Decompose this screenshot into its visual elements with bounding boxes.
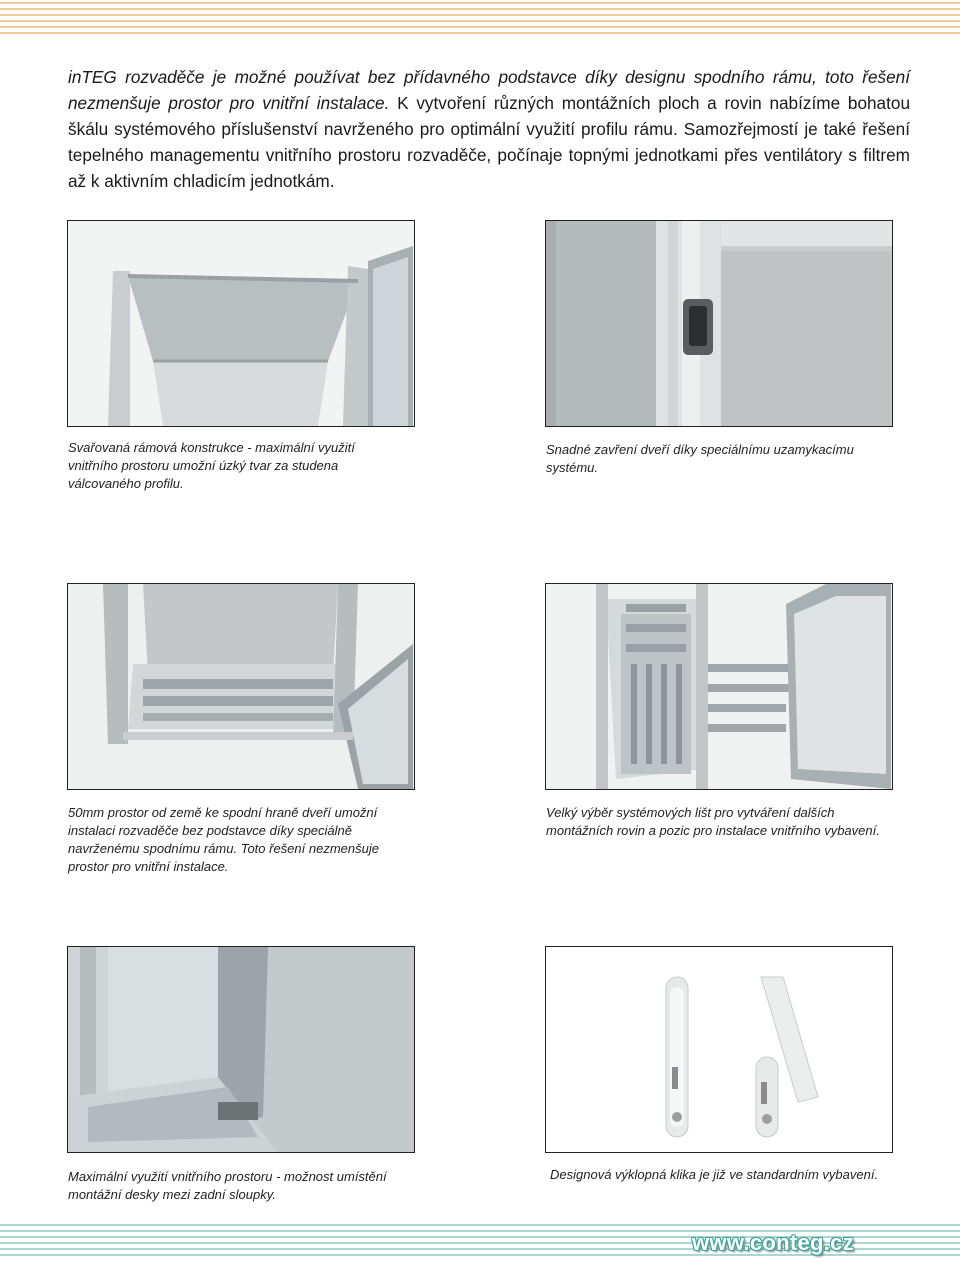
- caption-system-rails: Velký výběr systémových lišt pro vytváření dalších montážních rovin a pozic pro instalace vnitřního vybavení.: [546, 805, 880, 838]
- photo-locking-system: [545, 220, 893, 427]
- caption-welded-frame: Svařovaná rámová konstrukce - maximální využití vnitřního prostoru umožní úzký tvar za studena válcovaného profilu.: [68, 440, 355, 491]
- caption-bottom-frame: 50mm prostor od země ke spodní hraně dveří umožní instalaci rozvaděče bez podstavce díky speciálně navrženému spodnímu rámu. Toto řešení nezmenšuje prostor pro vnitřní instalace.: [68, 805, 379, 874]
- intro-normal-text: K vytvoření různých montážních ploch a rovin nabízíme bohatou škálu systémového příslušenství navrženého pro optimální využití profilu rámu. Samozřejmostí je také řešení tepelného managementu vnitřního prostoru rozvaděče, počínaje topnými jednotkami přes ventilátory s filtrem až k aktivním chladicím jednotkám.: [68, 93, 911, 191]
- intro-paragraph: [68, 64, 910, 194]
- website-link[interactable]: www.conteg.cz: [692, 1230, 854, 1255]
- top-decorative-stripes: [0, 0, 960, 40]
- photo-mounting-plate: [67, 946, 415, 1153]
- caption-swing-handle: Designová výklopná klika je již ve standardním vybavení.: [550, 1167, 879, 1182]
- caption-mounting-plate: Maximální využití vnitřního prostoru - možnost umístění montážní desky mezi zadní sloupky.: [68, 1169, 387, 1202]
- intro-italic-text: inTEG rozvaděče je možné používat bez přídavného podstavce díky designu spodního rámu, toto řešení nezmenšuje prostor pro vnitřní instalace.: [68, 67, 910, 113]
- photo-bottom-frame: [67, 583, 415, 790]
- photo-welded-frame: [67, 220, 415, 427]
- photo-swing-handle: [545, 946, 893, 1153]
- photo-system-rails: [545, 583, 893, 790]
- caption-locking-system: Snadné zavření dveří díky speciálnímu uzamykacímu systému.: [546, 442, 854, 475]
